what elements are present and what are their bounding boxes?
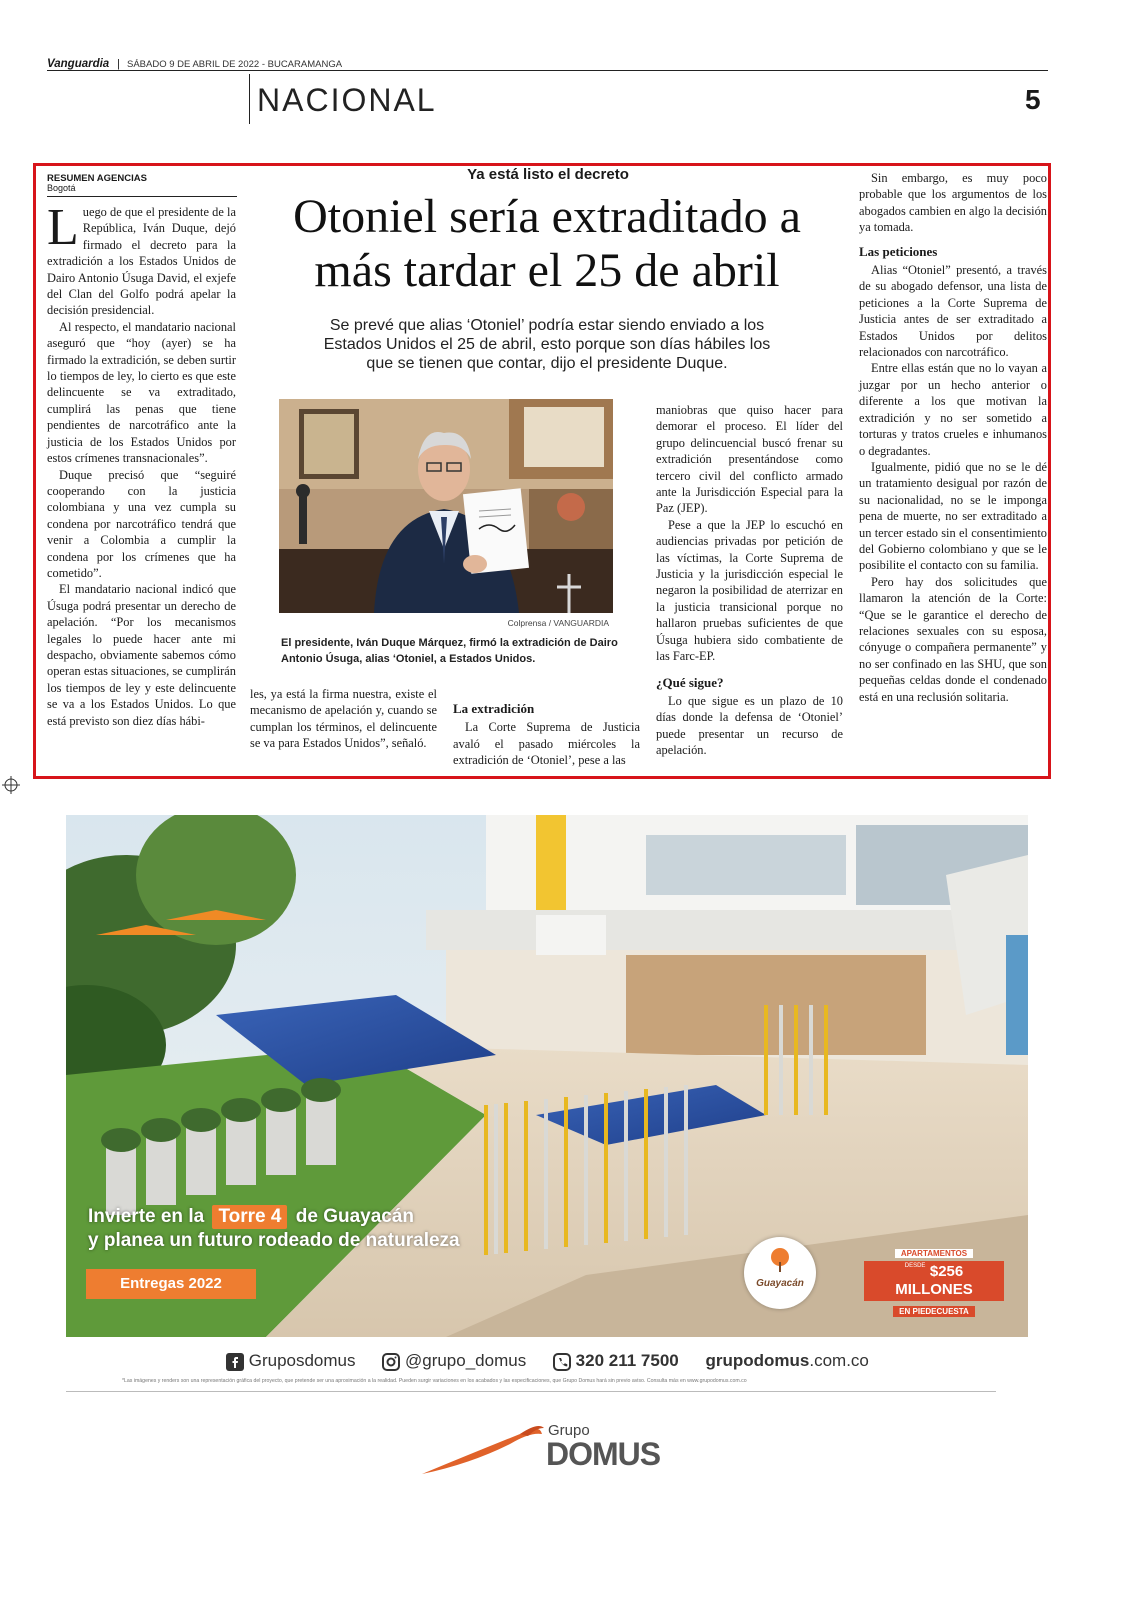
- ad-tagline-line-2: y planea un futuro rodeado de naturaleza: [88, 1230, 460, 1251]
- facebook-link[interactable]: [226, 1351, 360, 1370]
- whatsapp-link[interactable]: [553, 1351, 684, 1370]
- ad-price-top: APARTAMENTOS: [895, 1249, 973, 1258]
- domus-logo-small: Grupo: [548, 1422, 590, 1439]
- photo-caption: [281, 635, 621, 667]
- caption-line-2: Antonio Úsuga, alias ‘Otoniel, a Estados Unidos.: [281, 653, 536, 665]
- article-photo: [279, 399, 613, 613]
- ad-guayacan-logo: [744, 1237, 816, 1309]
- masthead-separator: |: [117, 58, 120, 70]
- ad-price-value: $256 MILLONES: [895, 1263, 973, 1298]
- subhead-la-extradicion: La extradición: [453, 701, 535, 716]
- website-tld: .com.co: [809, 1351, 869, 1370]
- deck-line-1: Se prevé que alias ‘Otoniel’ podría estar siendo enviado a los: [329, 317, 765, 334]
- kicker: Ya está listo el decreto: [467, 166, 629, 183]
- dateline: SÁBADO 9 DE ABRIL DE 2022 - BUCARAMANGA: [127, 59, 343, 70]
- byline-location: Bogotá: [47, 183, 76, 193]
- column-5-paragraph-3: Entre ellas están que no lo vayan a juzgar por un hecho anterior o diferente a los que motivan la extradición y no ser sometido a torturas y tratos crueles e inhumanos o degradantes.: [859, 361, 1047, 458]
- page-header: [47, 58, 1048, 128]
- tree-icon: [765, 1247, 795, 1273]
- facebook-icon: [226, 1353, 244, 1371]
- article-column-3: [453, 697, 640, 769]
- ad-tagline-suffix: de Guayacán: [295, 1206, 415, 1227]
- registration-mark-icon: [2, 776, 20, 799]
- column-1-paragraph-4: El mandatario nacional indicó que Úsuga podrá presentar un derecho de apelación. “Por los mecanismos legales lo puede hacer ante mi despacho, obviamente sabemos cómo operan estas situaciones, se cumplirán los tiempos de ley y este delincuente se va a los Estados Unidos. Lo que está previsto son diez días hábi-: [47, 582, 236, 728]
- byline: RESUMEN AGENCIAS: [47, 173, 147, 184]
- byline-block: [47, 173, 237, 197]
- ad-torre-badge: Torre 4: [212, 1205, 287, 1229]
- website-domain: grupodomus: [705, 1351, 810, 1370]
- column-4-paragraph-2: Pese a que la JEP lo escuchó en audiencias privadas por petición de las víctimas, la Corte Suprema de Justicia y la jurisdicción especial le negaron la posibilidad de aterrizar en la justicia transicional porque no hallaron pruebas suficientes de que Úsuga hubiera sido combatiente de las Farc-EP.: [656, 517, 843, 664]
- grupo-domus-logo: [420, 1420, 690, 1480]
- page-number: 5: [1025, 84, 1041, 115]
- headline-line-1: Otoniel sería extraditado a: [293, 190, 801, 243]
- column-5-paragraph-2: Alias “Otoniel” presentó, a través de su abogado defensor, una lista de peticiones a la Corte Suprema de Justicia antes de ser extraditado a Estados Unidos por delitos relacionados con narcotráfico.: [859, 263, 1047, 360]
- headline: [242, 190, 852, 298]
- section-divider: [249, 74, 250, 124]
- ad-entregas-badge: Entregas 2022: [86, 1269, 256, 1299]
- masthead-line: [47, 70, 1048, 71]
- caption-line-1: El presidente, Iván Duque Márquez, firmó la extradición de Dairo: [281, 637, 618, 649]
- article-column-4: [656, 402, 843, 759]
- ad-tagline-prefix: Invierte en la: [88, 1206, 205, 1227]
- ad-swoosh-line: [66, 1391, 996, 1392]
- headline-line-2: más tardar el 25 de abril: [314, 244, 780, 297]
- facebook-handle: Gruposdomus: [248, 1351, 356, 1370]
- article-column-5: [859, 170, 1047, 705]
- byline-rule: [47, 196, 237, 197]
- whatsapp-icon: [553, 1353, 571, 1371]
- subhead-las-peticiones: Las peticiones: [859, 243, 938, 259]
- ad-tagline-line-1: [88, 1205, 460, 1229]
- column-3-paragraph-1: La Corte Suprema de Justicia avaló el pasado miércoles la extradición de ‘Otoniel’, pese a las: [453, 720, 640, 768]
- ad-tagline: [88, 1205, 460, 1253]
- ad-price-desde: DESDE: [904, 1263, 926, 1269]
- advertisement: [66, 815, 1028, 1337]
- column-1-paragraph-2: Al respecto, el mandatario nacional aseguró que “hoy (ayer) se ha firmado la extradición, se deben surtir lo tiempos de ley, lo cierto es que este delincuente se va extraditado, cumplirá las penas que tiene pendientes de narcotráfico ante la justicia de los Estados Unidos por estos crímenes transnacionales”.: [47, 319, 236, 466]
- domus-logo-big: DOMUS: [546, 1436, 661, 1472]
- deck-line-2: Estados Unidos el 25 de abril, esto porque son días hábiles los: [323, 336, 771, 353]
- domus-swoosh-icon: [420, 1420, 560, 1476]
- instagram-link[interactable]: [382, 1351, 531, 1370]
- whatsapp-number: 320 211 7500: [575, 1351, 679, 1370]
- column-4-paragraph-1: maniobras que quiso hacer para demorar el proceso. El líder del grupo delincuencial buscó frenar su extradición presentándose como tercero civil del conflicto armado ante la Jurisdicción Especial para la Paz (JEP).: [656, 403, 843, 516]
- instagram-handle: @grupo_domus: [404, 1351, 527, 1370]
- column-2-paragraph-1: les, ya está la firma nuestra, existe el mecanismo de apelación y, cuando se cumplan los términos, el delincuente se va para Estados Unidos”, señaló.: [250, 687, 437, 751]
- article-column-2: [250, 686, 437, 752]
- ad-contact-bar: [66, 1337, 1028, 1397]
- drop-cap: L: [47, 199, 79, 256]
- column-5-paragraph-5: Pero hay dos solicitudes que llamaron la atención de la Corte: “Que se le garantice el derecho de relaciones sexuales con su esposa, cónyuge o compañera permanente” y no ser confinado en las SHU, que son pequeñas celdas donde el condenado está en una reclusión solitaria.: [859, 574, 1047, 704]
- section-title: NACIONAL: [257, 82, 437, 118]
- deck-line-3: que se tienen que contar, dijo el presidente Duque.: [366, 355, 728, 372]
- column-5-paragraph-4: Igualmente, pidió que no se le dé un tratamiento desigual por razón de su nacionalidad, no se le imponga pena de muerte, no ser extraditado a un tercer estado sin el consentimiento del Gobierno colombiano y que se le posibilite el contacto con su familia.: [859, 459, 1047, 573]
- website-link[interactable]: [705, 1351, 868, 1370]
- column-1-paragraph-1: Luego de que el presidente de la República, Iván Duque, dejó firmado el decreto para la extradición a los Estados Unidos de Dairo Antonio Úsuga David, el exjefe del Clan del Golfo podrá apelar la decisión presidencial.: [47, 199, 236, 318]
- ad-brand-name: Guayacán: [756, 1278, 804, 1289]
- article-column-1: [47, 199, 236, 729]
- deck: [262, 316, 832, 373]
- subhead-que-sigue: ¿Qué sigue?: [656, 674, 724, 690]
- ad-price-box: [864, 1261, 1004, 1301]
- instagram-icon: [382, 1353, 400, 1371]
- ad-contact-row: [226, 1351, 986, 1371]
- ad-disclaimer: *Las imágenes y renders son una representación gráfica del proyecto, que pretende ser una aproximación a la realidad. Pueden surgir variaciones en los acabados y las especificaciones, que Grupo Domus hará sin previo aviso. Consulta más en www.grupodomus.com.co: [122, 1378, 747, 1384]
- column-5-paragraph-1: Sin embargo, es muy poco probable que los argumentos de los abogados cambien en algo la decisión ya tomada.: [859, 171, 1047, 235]
- masthead: Vanguardia: [47, 58, 110, 70]
- ad-price-badge: [864, 1243, 1004, 1319]
- photo-credit: Colprensa / VANGUARDIA: [507, 618, 609, 628]
- column-4-paragraph-3: Lo que sigue es un plazo de 10 días donde la defensa de ‘Otoniel’ puede presentar un recurso de apelación.: [656, 693, 843, 758]
- ad-price-bottom: EN PIEDECUESTA: [893, 1306, 975, 1317]
- photo-duque-signing: [279, 399, 613, 613]
- column-1-paragraph-3: Duque precisó que “seguiré cooperando con la justicia colombiana y una vez cumpla su condena por narcotráfico tendrá que venir a Colombia a cumplir la condena por los crímenes que ha cometido”.: [47, 467, 236, 580]
